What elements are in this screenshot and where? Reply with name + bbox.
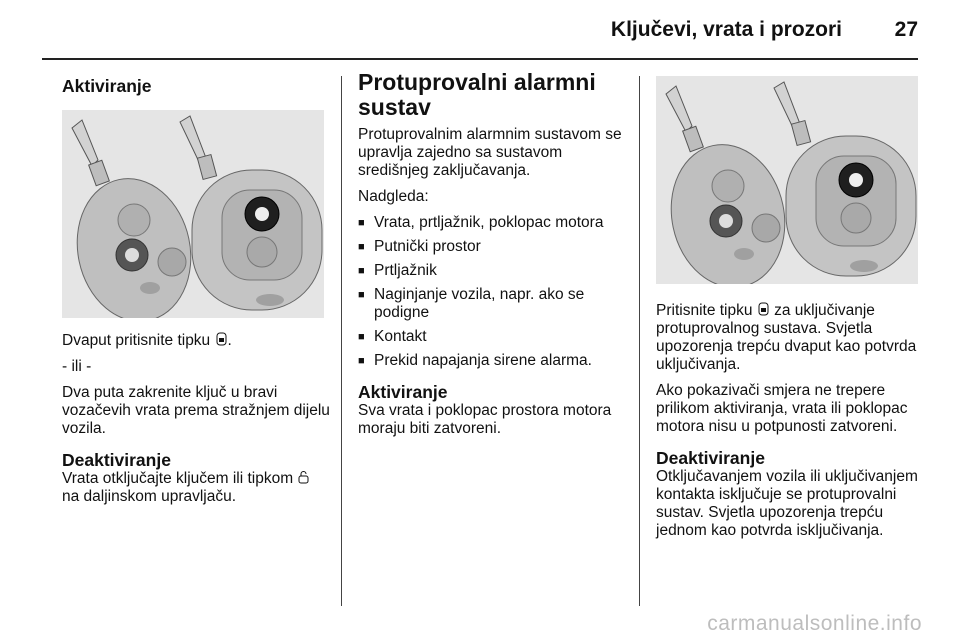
section-heading-activation: Aktiviranje [62, 76, 152, 96]
alternative-instruction: Dva puta zakrenite ključ u bravi vozačevih vrata prema stražnjem dijelu vozila. [62, 384, 330, 437]
column-divider-2 [639, 76, 640, 606]
list-item: ■ Prtljažnik [358, 262, 628, 280]
right-column [656, 76, 918, 548]
deactivation-alarm-text: Otključavanjem vozila ili uključivanjem kontakta isključuje se protuprovalni sustav. Svjetla upozorenja trepću jednom kao potvrda isključivanja. [656, 468, 918, 539]
list-item: ■ Prekid napajanja sirene alarma. [358, 352, 628, 370]
section-heading-deactivation-alarm: Deaktiviranje [656, 448, 765, 468]
page-header-title: Ključevi, vrata i prozori [610, 18, 842, 41]
header-divider [42, 58, 918, 60]
lock-icon [216, 332, 227, 346]
or-separator: - ili - [62, 358, 92, 375]
deactivation-text: Vrata otključajte ključem ili tipkom [62, 470, 294, 487]
watermark: carmanualsonline.info [707, 612, 922, 635]
monitors-label: Nadgleda: [358, 188, 429, 205]
press-button-text: Pritisnite tipku [656, 302, 753, 319]
monitored-list [358, 214, 628, 370]
middle-column [358, 70, 628, 446]
section-heading-activation-alarm: Aktiviranje [358, 382, 448, 402]
instruction-text: Dvaput pritisnite tipku [62, 332, 211, 349]
key-fobs-illustration-left [62, 110, 324, 318]
page-number: 27 [894, 18, 918, 41]
list-item: ■ Naginjanje vozila, napr. ako se podigne [358, 286, 628, 322]
activation-text: Sva vrata i poklopac prostora motora moraju biti zatvoreni. [358, 402, 612, 437]
section-title-alarm: Protuprovalni alarmni sustav [358, 69, 596, 120]
section-heading-deactivation: Deaktiviranje [62, 450, 171, 470]
lock-icon [758, 302, 769, 316]
unlock-icon [298, 470, 309, 484]
key-fobs-illustration-right [656, 76, 918, 284]
left-column [62, 70, 332, 514]
list-item: ■ Kontakt [358, 328, 628, 346]
instruction-text-end: . [227, 332, 232, 349]
indicator-warning-text: Ako pokazivači smjera ne trepere prilikom aktiviranja, vrata ili poklopac motora nisu u potpunosti zatvoreni. [656, 382, 908, 435]
column-divider-1 [341, 76, 342, 606]
list-item: ■ Putnički prostor [358, 238, 628, 256]
deactivation-text-end: na daljinskom upravljaču. [62, 488, 237, 505]
press-button-text-end: za uključivanje protuprovalnog sustava. Svjetla upozorenja trepću dvaput kao potvrda uključivanja. [656, 302, 917, 373]
alarm-intro: Protuprovalnim alarmnim sustavom se upravlja zajedno sa sustavom središnjeg zaključavanja. [358, 126, 622, 179]
list-item: ■ Vrata, prtljažnik, poklopac motora [358, 214, 628, 232]
